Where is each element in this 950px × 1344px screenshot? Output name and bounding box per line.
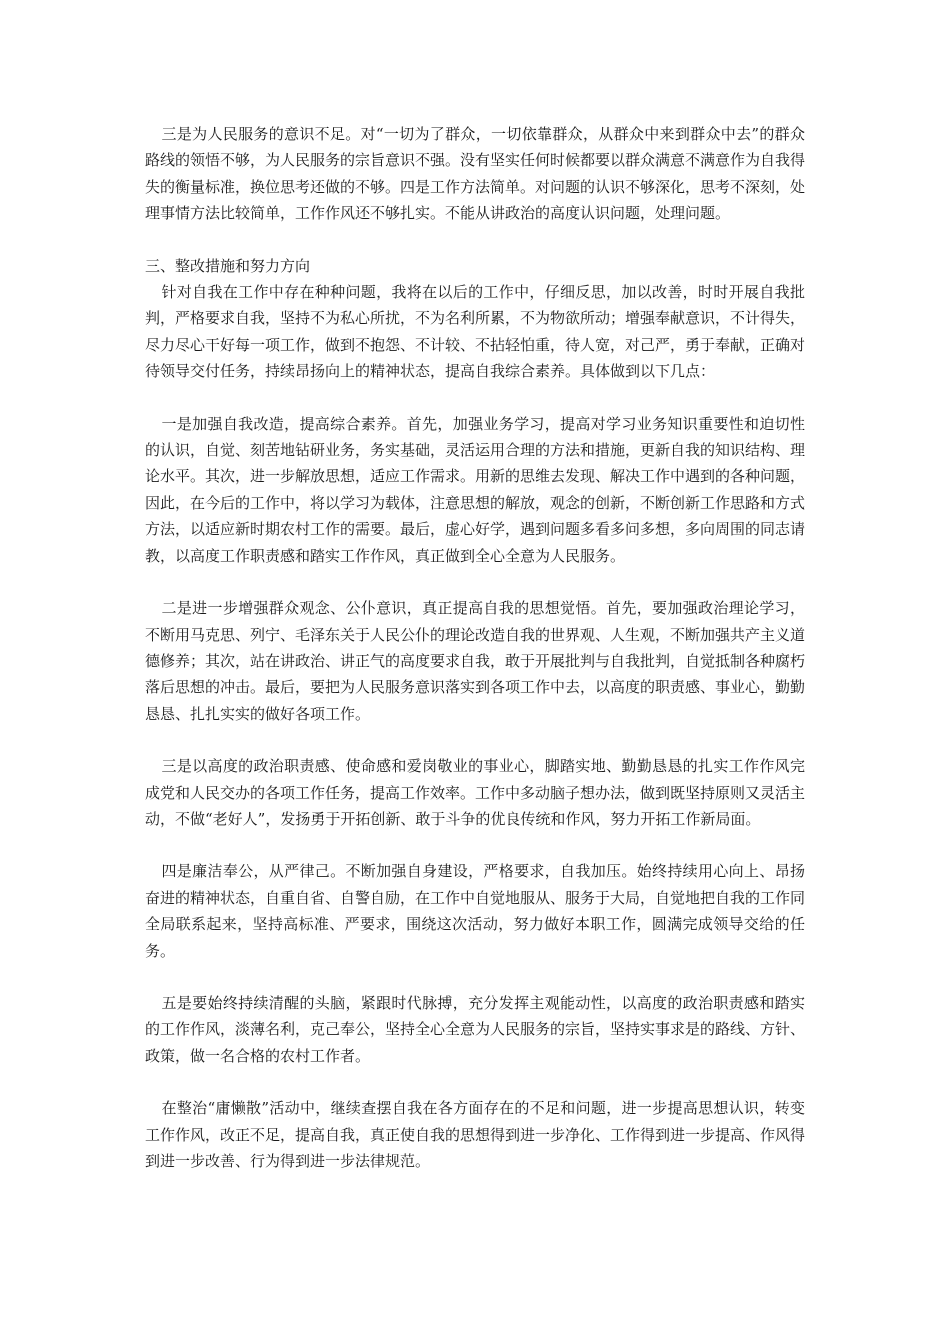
paragraph-point-five: 五是要始终持续清醒的头脑，紧跟时代脉搏，充分发挥主观能动性，以高度的政治职责感和踏实的工作作风，淡薄名利，克己奉公，坚持全心全意为人民服务的宗旨，坚持实事求是的路线、方针、政策，做一名合格的农村工作者。 (145, 993, 806, 1065)
paragraph-rectification-intro: 针对自我在工作中存在种种问题，我将在以后的工作中，仔细反思，加以改善，时时开展自我批判，严格要求自我，坚持不为私心所扰，不为名利所累，不为物欲所动；增强奉献意识，不计得失，尽力尽心干好每一项工作，做到不抱怨、不计较、不拈轻怕重，待人宽，对己严，勇于奉献，正确对待领导交付任务，持续昂扬向上的精神状态，提高自我综合素养。具体做到以下几点： (145, 283, 806, 381)
paragraph-conclusion: 在整治“庸懒散”活动中，继续查摆自我在各方面存在的不足和问题，进一步提高思想认识，转变工作作风，改正不足，提高自我，真正使自我的思想得到进一步净化、工作得到进一步提高、作风得到进一步改善、行为得到进一步法律规范。 (145, 1099, 806, 1170)
paragraph-service-awareness: 三是为人民服务的意识不足。对“一切为了群众，一切依靠群众，从群众中来到群众中去”的群众路线的领悟不够，为人民服务的宗旨意识不强。没有坚实任何时候都要以群众满意不满意作为自我得失的衡量标准，换位思考还做的不够。四是工作方法简单。对问题的认识不够深化，思考不深刻，处理事情方法比较简单，工作作风还不够扎实。不能从讲政治的高度认识问题，处理问题。 (145, 125, 806, 223)
paragraph-point-one: 一是加强自我改造，提高综合素养。首先，加强业务学习，提高对学习业务知识重要性和迫切性的认识，自觉、刻苦地钻研业务，务实基础，灵活运用合理的方法和措施，更新自我的知识结构、理论水平。其次，进一步解放思想，适应工作需求。用新的思维去发现、解决工作中遇到的各种问题，因此，在今后的工作中，将以学习为载体，注意思想的解放，观念的创新，不断创新工作思路和方式方法，以适应新时期农村工作的需要。最后，虚心好学，遇到问题多看多问多想，多向周围的同志请教，以高度工作职责感和踏实工作作风，真正做到全心全意为人民服务。 (145, 414, 806, 565)
paragraph-point-three: 三是以高度的政治职责感、使命感和爱岗敬业的事业心，脚踏实地、勤勤恳恳的扎实工作作风完成党和人民交办的各项工作任务，提高工作效率。工作中多动脑子想办法，做到既坚持原则又灵活主动，不做“老好人”，发扬勇于开拓创新、敢于斗争的优良传统和作风，努力开拓工作新局面。 (145, 757, 806, 828)
document-body (145, 121, 805, 1174)
paragraph-point-two: 二是进一步增强群众观念、公仆意识，真正提高自我的思想觉悟。首先，要加强政治理论学习，不断用马克思、列宁、毛泽东关于人民公仆的理论改造自我的世界观、人生观，不断加强共产主义道德修养；其次，站在讲政治、讲正气的高度要求自我，敢于开展批判与自我批判，自觉抵制各种腐朽落后思想的冲击。最后，要把为人民服务意识落实到各项工作中去，以高度的职责感、事业心，勤勤恳恳、扎扎实实的做好各项工作。 (145, 599, 806, 723)
section-heading: 三、整改措施和努力方向 (145, 256, 311, 275)
paragraph-point-four: 四是廉洁奉公，从严律己。不断加强自身建设，严格要求，自我加压。始终持续用心向上、昂扬奋进的精神状态，自重自省、自警自励，在工作中自觉地服从、服务于大局，自觉地把自我的工作同全局联系起来，坚持高标准、严要求，围绕这次活动，努力做好本职工作，圆满完成领导交给的任务。 (145, 862, 806, 960)
